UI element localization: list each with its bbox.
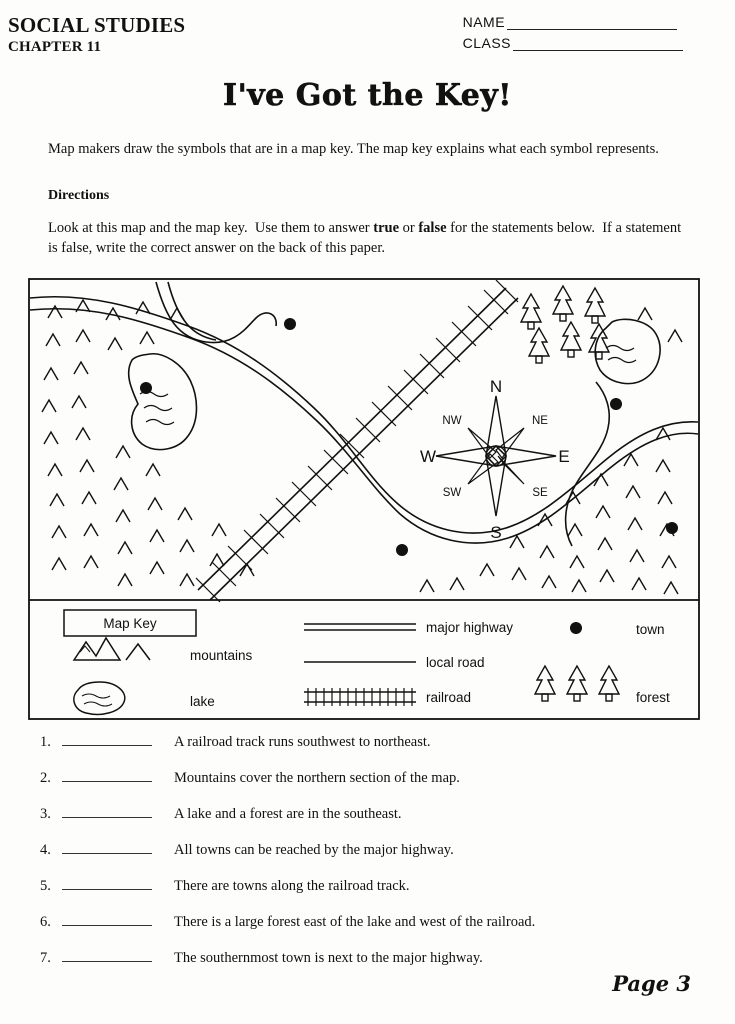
question-row [40, 840, 700, 876]
chapter-label: CHAPTER 11 [8, 39, 102, 55]
directions-bold-false: false [418, 220, 447, 236]
answer-blank[interactable] [62, 804, 152, 818]
town-dot-4 [396, 544, 408, 556]
map-key-town-label: town [636, 622, 665, 637]
question-row [40, 804, 700, 840]
compass-e: E [558, 447, 570, 466]
map-key-railroad [304, 688, 471, 706]
subject-title: SOCIAL STUDIES [8, 13, 186, 37]
map-figure [28, 278, 700, 720]
map-key-title: Map Key [103, 616, 157, 631]
question-number: 6. [40, 914, 51, 930]
map-key-mountains [74, 638, 253, 663]
answer-blank[interactable] [62, 732, 152, 746]
town-dot-3 [610, 398, 622, 410]
directions-part-3: for the statements below. If a statement is false, write the correct answer on the back of this paper. [48, 220, 682, 256]
question-row [40, 876, 700, 912]
compass-n: N [489, 377, 503, 396]
directions-paragraph [48, 218, 693, 258]
map-key-lake-label: lake [190, 694, 215, 709]
questions-list [40, 732, 700, 984]
question-number: 7. [40, 950, 51, 966]
question-text: There are towns along the railroad track. [174, 878, 410, 894]
compass-s: S [490, 523, 502, 542]
intro-paragraph: Map makers draw the symbols that are in a map key. The map key explains what each symbol represents. [48, 141, 659, 157]
town-dot-1 [284, 318, 296, 330]
major-highway [30, 297, 698, 543]
question-row [40, 768, 700, 804]
mountains-left [42, 300, 254, 586]
question-number: 5. [40, 878, 51, 894]
question-text: A railroad track runs southwest to northeast. [174, 734, 431, 750]
map-key [64, 610, 670, 714]
class-label: CLASS [462, 35, 511, 51]
map-key-forest-label: forest [636, 690, 670, 705]
name-write-line[interactable] [507, 17, 677, 30]
answer-blank[interactable] [62, 912, 152, 926]
directions-heading: Directions [48, 188, 110, 203]
forest-northeast [521, 286, 609, 363]
question-number: 4. [40, 842, 51, 858]
question-number: 2. [40, 770, 51, 786]
question-text: A lake and a forest are in the southeast. [174, 806, 402, 822]
question-text: The southernmost town is next to the major highway. [174, 950, 483, 966]
map-key-mountains-label: mountains [190, 648, 253, 663]
map-key-lake [74, 682, 215, 714]
question-number: 3. [40, 806, 51, 822]
answer-blank[interactable] [62, 840, 152, 854]
answer-blank[interactable] [62, 876, 152, 890]
compass-ne: NE [532, 415, 548, 427]
map-key-local-road [304, 655, 485, 670]
directions-part-2: or [399, 220, 419, 236]
compass-w: W [419, 447, 437, 466]
question-row [40, 732, 700, 768]
class-write-line[interactable] [513, 38, 683, 51]
compass-sw: SW [442, 487, 462, 499]
header-right [463, 14, 683, 56]
mountains-right [420, 308, 682, 594]
answer-blank[interactable] [62, 768, 152, 782]
question-row [40, 948, 700, 984]
map-key-town [570, 622, 665, 637]
lake-left [129, 354, 197, 450]
directions-bold-true: true [373, 220, 399, 236]
railroad [196, 280, 518, 602]
compass-se: SE [532, 487, 548, 499]
question-number: 1. [40, 734, 51, 750]
header-left [8, 14, 185, 56]
town-dot-2 [140, 382, 152, 394]
page-title: I've Got the Key! [223, 78, 512, 113]
map-key-major-highway [304, 620, 513, 635]
class-field-row [463, 35, 683, 51]
question-text: There is a large forest east of the lake and west of the railroad. [174, 914, 536, 930]
page-number: Page 3 [612, 971, 691, 996]
map-key-local-road-label: local road [426, 655, 485, 670]
name-field-row [463, 14, 683, 30]
question-text: Mountains cover the northern section of the map. [174, 770, 460, 786]
directions-part-1: Look at this map and the map key. Use them to answer [48, 220, 374, 236]
question-text: All towns can be reached by the major highway. [174, 842, 454, 858]
map-key-major-highway-label: major highway [426, 620, 514, 635]
name-label: NAME [462, 14, 506, 30]
compass-nw: NW [442, 415, 462, 427]
map-key-railroad-label: railroad [426, 690, 472, 705]
town-dot-5 [666, 522, 678, 534]
question-row [40, 912, 700, 948]
map-key-forest [535, 666, 670, 705]
answer-blank[interactable] [62, 948, 152, 962]
